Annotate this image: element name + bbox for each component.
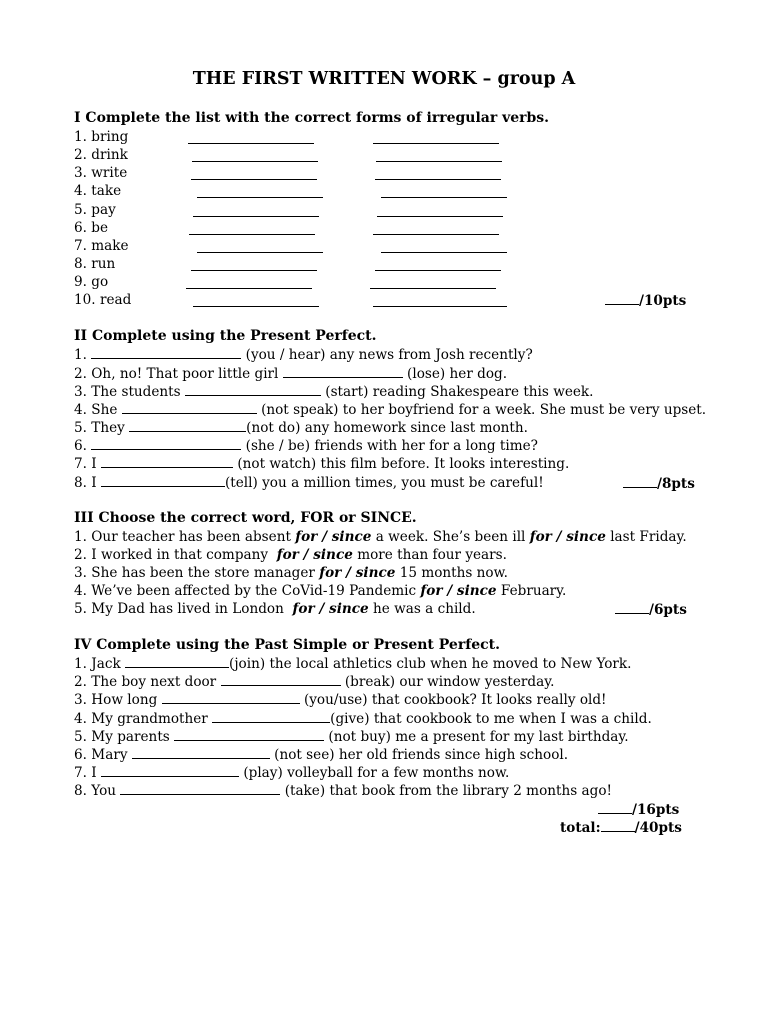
exercise-item: 1. (you / hear) any news from Josh recently? — [74, 347, 533, 363]
exercise-item: 7. I (play) volleyball for a few months now. — [74, 765, 510, 781]
choice-option[interactable]: for / since — [276, 547, 353, 563]
exercise-item: 4. We’ve been affected by the CoVid-19 Pandemic for / since February. — [74, 583, 567, 599]
answer-blank[interactable] — [212, 710, 330, 723]
answer-blank-6b[interactable] — [373, 234, 499, 235]
exercise-item: 4. She (not speak) to her boyfriend for a week. She must be very upset. — [74, 402, 707, 418]
exercise-item: 5. They (not do) any homework since last month. — [74, 420, 528, 436]
exercise-item: 3. The students (start) reading Shakespeare this week. — [74, 384, 594, 400]
answer-blank-4b[interactable] — [381, 197, 507, 198]
answer-blank[interactable] — [120, 782, 280, 795]
answer-blank-4a[interactable] — [197, 197, 323, 198]
answer-blank-5b[interactable] — [377, 216, 503, 217]
verb-item-5: 5. pay — [74, 202, 116, 218]
exercise-item: 2. The boy next door (break) our window yesterday. — [74, 674, 555, 690]
answer-blank[interactable] — [91, 437, 241, 450]
exercise-item: 6. (she / be) friends with her for a long time? — [74, 438, 538, 454]
score-blank[interactable] — [601, 819, 635, 832]
answer-blank-6a[interactable] — [189, 234, 315, 235]
answer-blank-10b[interactable] — [373, 306, 507, 307]
answer-blank-1a[interactable] — [188, 143, 314, 144]
verb-item-7: 7. make — [74, 238, 129, 254]
answer-blank-7b[interactable] — [381, 252, 507, 253]
answer-blank[interactable] — [162, 691, 300, 704]
verb-item-4: 4. take — [74, 183, 122, 199]
verb-item-2: 2. drink — [74, 147, 128, 163]
exercise-item: 1. Our teacher has been absent for / since a week. She’s been ill for / since last Friday. — [74, 529, 687, 545]
choice-option[interactable]: for / since — [319, 565, 396, 581]
answer-blank-2b[interactable] — [376, 161, 502, 162]
section-3-heading: III Choose the correct word, FOR or SINCE. — [74, 510, 417, 526]
verb-item-3: 3. write — [74, 165, 128, 181]
answer-blank[interactable] — [91, 346, 241, 359]
answer-blank-10a[interactable] — [193, 306, 319, 307]
score-blank[interactable] — [605, 292, 639, 305]
exercise-item: 3. How long (you/use) that cookbook? It looks really old! — [74, 692, 607, 708]
answer-blank[interactable] — [283, 365, 403, 378]
section-1-heading: I Complete the list with the correct forms of irregular verbs. — [74, 110, 550, 126]
answer-blank[interactable] — [125, 655, 229, 668]
answer-blank[interactable] — [185, 383, 321, 396]
verb-item-9: 9. go — [74, 274, 109, 290]
answer-blank-3a[interactable] — [191, 179, 317, 180]
verb-item-8: 8. run — [74, 256, 116, 272]
exercise-item: 4. My grandmother (give) that cookbook to me when I was a child. — [74, 711, 652, 727]
exercise-item: 5. My Dad has lived in London for / since he was a child. — [74, 601, 476, 617]
section-2-score: /8pts — [623, 475, 695, 492]
exercise-item: 3. She has been the store manager for / since 15 months now. — [74, 565, 508, 581]
verb-item-10: 10. read — [74, 292, 132, 308]
exercise-item: 6. Mary (not see) her old friends since high school. — [74, 747, 569, 763]
answer-blank-9a[interactable] — [186, 288, 312, 289]
answer-blank[interactable] — [101, 474, 225, 487]
score-blank[interactable] — [623, 475, 657, 488]
answer-blank-1b[interactable] — [373, 143, 499, 144]
section-2-heading: II Complete using the Present Perfect. — [74, 328, 377, 344]
exercise-item: 5. My parents (not buy) me a present for my last birthday. — [74, 729, 629, 745]
answer-blank-7a[interactable] — [197, 252, 323, 253]
choice-option[interactable]: for / since — [529, 529, 606, 545]
page-title: THE FIRST WRITTEN WORK – group A — [192, 69, 576, 89]
answer-blank-3b[interactable] — [375, 179, 501, 180]
total-score: total: /40pts — [560, 820, 682, 836]
choice-option[interactable]: for / since — [295, 529, 372, 545]
verb-item-1: 1. bring — [74, 129, 129, 145]
answer-blank[interactable] — [129, 419, 246, 432]
exercise-item: 2. I worked in that company for / since more than four years. — [74, 547, 507, 563]
answer-blank[interactable] — [101, 455, 233, 468]
answer-blank[interactable] — [101, 764, 239, 777]
score-blank[interactable] — [598, 801, 632, 814]
section-1-score: /10pts — [605, 292, 686, 309]
exercise-item: 1. Jack (join) the local athletics club when he moved to New York. — [74, 656, 632, 672]
exercise-item: 2. Oh, no! That poor little girl (lose) her dog. — [74, 366, 508, 382]
answer-blank[interactable] — [122, 401, 257, 414]
exercise-item: 8. You (take) that book from the library 2 months ago! — [74, 783, 612, 799]
answer-blank[interactable] — [132, 746, 270, 759]
choice-option[interactable]: for / since — [292, 601, 369, 617]
answer-blank[interactable] — [221, 673, 341, 686]
section-4-heading: IV Complete using the Past Simple or Present Perfect. — [74, 637, 501, 653]
answer-blank-8b[interactable] — [375, 270, 501, 271]
exercise-item: 7. I (not watch) this film before. It looks interesting. — [74, 456, 570, 472]
answer-blank-5a[interactable] — [193, 216, 319, 217]
exercise-item: 8. I (tell) you a million times, you must be careful! — [74, 475, 544, 491]
answer-blank-2a[interactable] — [192, 161, 318, 162]
score-blank[interactable] — [615, 601, 649, 614]
section-4-score: /16pts — [598, 801, 679, 818]
section-3-score: /6pts — [615, 601, 687, 618]
answer-blank-9b[interactable] — [370, 288, 496, 289]
answer-blank-8a[interactable] — [191, 270, 317, 271]
choice-option[interactable]: for / since — [420, 583, 497, 599]
verb-item-6: 6. be — [74, 220, 109, 236]
answer-blank[interactable] — [174, 728, 324, 741]
